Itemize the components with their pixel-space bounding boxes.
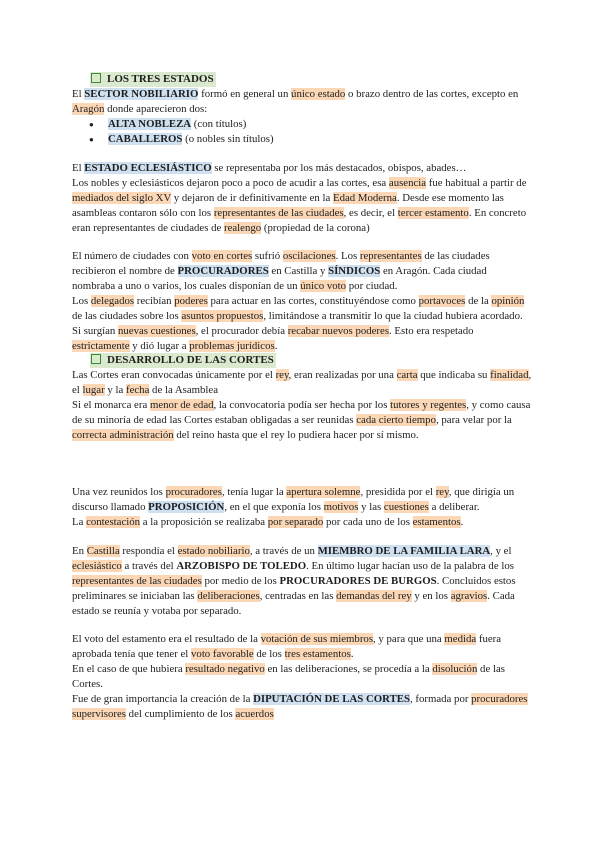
highlight-orange: deliberaciones xyxy=(197,590,260,602)
highlight-orange: medida xyxy=(444,633,477,645)
highlight-blue: ALTA NOBLEZA xyxy=(108,118,192,130)
highlight-orange: tutores y regentes xyxy=(390,399,467,411)
highlight-orange: poderes xyxy=(174,295,208,307)
bold-text: PROCURADORES DE BURGOS xyxy=(279,575,437,587)
highlight-orange: único voto xyxy=(300,280,347,292)
highlight-orange: disolución xyxy=(432,663,478,675)
section-desarrollo: DESARROLLO DE LAS CORTES Las Cortes eran convocadas únicamente por el rey, eran realizadas por una carta que indicaba su finalidad, el lugar y la fecha de la Asamblea Si el monarca era menor de edad, la convocatoria podía ser hecha por los tutores y regentes, y como causa de su minoría de edad las Cortes estaban obligadas a ser reunidas cada cierto tiempo, para velar por la correcta administración del reino hasta que el rey lo pudiera hacer por sí mismo. xyxy=(72,354,532,441)
highlight-orange: procuradores supervisores xyxy=(72,693,528,720)
highlight-orange: mediados del siglo XV xyxy=(72,192,172,204)
highlight-orange: tres estamentos xyxy=(284,648,351,660)
highlight-blue: SECTOR NOBILIARIO xyxy=(84,88,199,100)
list-item: ● CABALLEROS (o nobles sin títulos) xyxy=(72,132,532,147)
section-tres-estados xyxy=(72,72,532,147)
checkbox-icon xyxy=(91,354,101,364)
highlight-orange: fecha xyxy=(125,384,150,396)
section-title: LOS TRES ESTADOS xyxy=(90,72,216,87)
section-title: DESARROLLO DE LAS CORTES xyxy=(90,353,276,368)
highlight-orange: voto en cortes xyxy=(191,250,253,262)
highlight-orange: cuestiones xyxy=(383,501,429,513)
highlight-orange: eclesiástico xyxy=(72,560,122,572)
highlight-orange: oscilaciones xyxy=(282,250,336,262)
bullet-list xyxy=(72,117,532,147)
highlight-blue: SÍNDICOS xyxy=(328,265,381,277)
highlight-orange: por separado xyxy=(267,516,324,528)
highlight-orange: delegados xyxy=(90,295,135,307)
highlight-orange: votación de sus miembros xyxy=(260,633,374,645)
highlight-orange: portavoces xyxy=(418,295,466,307)
paragraph-castilla: En Castilla respondía el estado nobiliario, a través de un MIEMBRO DE LA FAMILIA LARA, y el eclesiástico a través del ARZOBISPO DE TOLEDO. En último lugar hacían uso de la palabra de los representantes de las ciudades por medio de los PROCURADORES DE BURGOS. Concluidos estos preliminares se iniciaban las deliberaciones, centradas en las demandas del rey y en los agravios. Cada estado se reunía y votaba por separado. xyxy=(72,545,516,617)
highlight-orange: acuerdos xyxy=(235,708,274,720)
highlight-blue: DIPUTACIÓN DE LAS CORTES xyxy=(253,693,410,705)
highlight-blue: PROCURADORES xyxy=(177,265,269,277)
paragraph: El SECTOR NOBILIARIO formó en general un único estado o brazo dentro de las cortes, excepto en Aragón donde aparecieron dos: xyxy=(72,88,519,115)
highlight-orange: finalidad xyxy=(490,369,529,381)
highlight-orange: estrictamente xyxy=(72,340,130,352)
bold-text: ARZOBISPO DE TOLEDO xyxy=(176,560,307,572)
checkbox-icon xyxy=(91,73,101,83)
highlight-orange: estamentos xyxy=(412,516,461,528)
highlight-orange: problemas jurídicos xyxy=(189,340,275,352)
paragraph-apertura: Una vez reunidos los procuradores, tenía lugar la apertura solemne, presidida por el rey, que dirigía un discurso llamado PROPOSICIÓN, en el que exponía los motivos y las cuestiones a deliberar. La contestación a la proposición se realizaba por separado por cada uno de los estamentos. xyxy=(72,486,515,528)
highlight-blue: PROPOSICIÓN xyxy=(148,501,225,513)
paragraph-eclesiastico: El ESTADO ECLESIÁSTICO se representaba por los más destacados, obispos, abades… Los nobles y eclesiásticos dejaron poco a poco de acudir a las cortes, esa ausencia fue habitual a partir de mediados del siglo XV y dejaron de ir definitivamente en la Edad Moderna. Desde ese momento las asambleas contaron sólo con los representantes de las ciudades, es decir, el tercer estamento. En concreto eran representantes de ciudades de realengo (propiedad de la corona) xyxy=(72,162,527,234)
highlight-orange: voto favorable xyxy=(191,648,254,660)
highlight-blue: CABALLEROS xyxy=(108,133,183,145)
highlight-orange: contestación xyxy=(86,516,141,528)
highlight-blue: ESTADO ECLESIÁSTICO xyxy=(84,162,212,174)
highlight-orange: único estado xyxy=(291,88,346,100)
highlight-orange: tercer estamento xyxy=(397,207,469,219)
highlight-orange: opinión xyxy=(491,295,525,307)
highlight-orange: ausencia xyxy=(388,177,427,189)
highlight-orange: estado nobiliario xyxy=(177,545,250,557)
highlight-orange: Aragón xyxy=(72,103,105,115)
highlight-orange: resultado negativo xyxy=(185,663,265,675)
highlight-orange: Edad Moderna xyxy=(332,192,397,204)
highlight-orange: carta xyxy=(396,369,418,381)
highlight-orange: asuntos propuestos xyxy=(181,310,264,322)
highlight-orange: representantes de las ciudades xyxy=(72,575,202,587)
highlight-orange: agravios xyxy=(450,590,488,602)
highlight-orange: correcta administración xyxy=(72,429,174,441)
paragraph-voto: El voto del estamento era el resultado de la votación de sus miembros, y para que una medida fuera aprobada tenía que tener el voto favorable de los tres estamentos. En el caso de que hubiera resultado negativo en las deliberaciones, se procedía a la disolución de las Cortes. Fue de gran importancia la creación de la DIPUTACIÓN DE LAS CORTES, formada por procuradores supervisores del cumplimiento de los acuerdos xyxy=(72,633,528,720)
highlight-orange: rey xyxy=(435,486,449,498)
highlight-orange: motivos xyxy=(323,501,359,513)
highlight-orange: cada cierto tiempo xyxy=(356,414,436,426)
highlight-orange: recabar nuevos poderes xyxy=(287,325,390,337)
highlight-orange: Castilla xyxy=(86,545,120,557)
highlight-orange: representantes xyxy=(359,250,422,262)
highlight-orange: demandas del rey xyxy=(336,590,412,602)
highlight-orange: rey xyxy=(275,369,289,381)
highlight-orange: lugar xyxy=(82,384,105,396)
highlight-orange: menor de edad xyxy=(149,399,214,411)
list-item: ● ALTA NOBLEZA (con títulos) xyxy=(72,117,532,132)
paragraph-ciudades: El número de ciudades con voto en cortes sufrió oscilaciones. Los representantes de las ciudades recibieron el nombre de PROCURADORES en Castilla y SÍNDICOS en Aragón. Cada ciudad nombraba a uno o varios, los cuales disponían de un único voto por ciudad. Los delegados recibían poderes para actuar en las cortes, constituyéndose como portavoces de la opinión de las ciudades sobre los asuntos propuestos, limitándose a transmitir lo que la ciudad hubiera acordado. Si surgían nuevas cuestiones, el procurador debía recabar nuevos poderes. Esto era respetado estrictamente y dió lugar a problemas jurídicos. xyxy=(72,250,525,352)
highlight-orange: nuevas cuestiones xyxy=(118,325,196,337)
highlight-blue: MIEMBRO DE LA FAMILIA LARA xyxy=(317,545,491,557)
highlight-orange: representantes de las ciudades xyxy=(213,207,344,219)
highlight-orange: apertura solemne xyxy=(286,486,361,498)
highlight-orange: procuradores xyxy=(165,486,222,498)
highlight-orange: realengo xyxy=(223,222,262,234)
